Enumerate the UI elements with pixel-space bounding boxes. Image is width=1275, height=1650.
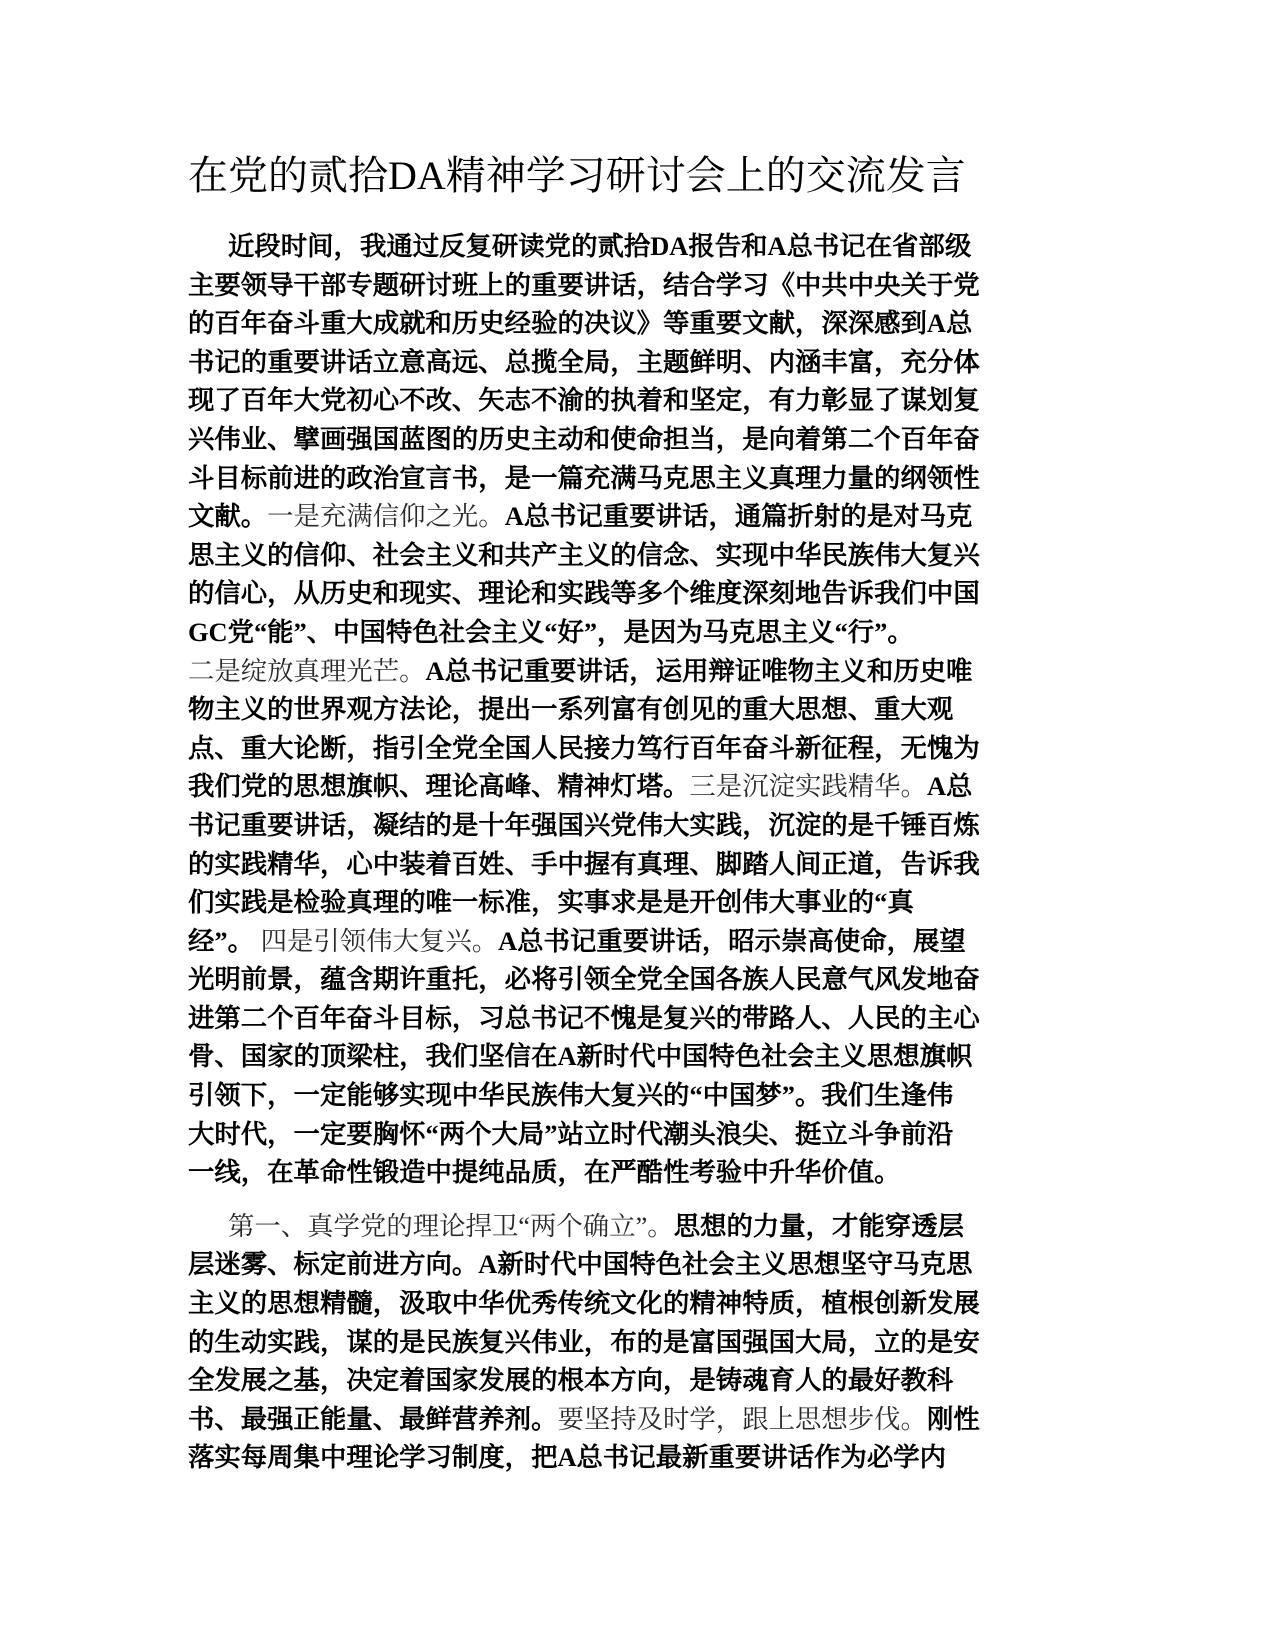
bold-text: A总书记重要讲话，运用辩证唯物主义和历史唯: [425, 655, 973, 686]
text-line: [188, 1323, 1078, 1362]
bold-text: 的百年奋斗重大成就和历史经验的决议》等重要文献，深深感到A总: [188, 308, 973, 339]
text-line: [188, 381, 1078, 420]
text-line: [188, 999, 1078, 1038]
bold-text: 落实每周集中理论学习制度，把A总书记最新重要讲话作为必学内: [188, 1442, 946, 1473]
bold-text: 引领下，一定能够实现中华民族伟大复兴的“中国梦”。我们生逢伟: [188, 1080, 954, 1111]
bold-text: A总书记重要讲话，昭示崇高使命，展望: [498, 925, 966, 956]
bold-text: 骨、国家的顶梁柱，我们坚信在A新时代中国特色社会主义思想旗帜: [188, 1041, 973, 1072]
text-line: [188, 1438, 1078, 1477]
bold-text: 刚性: [926, 1403, 980, 1434]
text-line: [188, 266, 1078, 305]
text-line: [188, 497, 1078, 536]
text-line: [188, 767, 1078, 806]
bold-text: 兴伟业、擘画强国蓝图的历史主动和使命担当，是向着第二个百年奋: [188, 423, 980, 454]
bold-text: 文献。: [188, 501, 268, 532]
text-line: [188, 729, 1078, 768]
text-line: [188, 845, 1078, 884]
bold-text: 们实践是检验真理的唯一标准，实事求是是开创伟大事业的“真: [188, 887, 914, 918]
regular-text: 第一、真学党的理论捍卫“两个确立”。: [228, 1210, 674, 1241]
bold-text: 一线，在革命性锻造中提纯品质，在严酷性考验中升华价值。: [188, 1157, 901, 1188]
text-line: [188, 883, 1078, 922]
text-line: [188, 1207, 1078, 1246]
text-line: [188, 574, 1078, 613]
bold-text: 的实践精华，心中装着百姓、手中握有真理、脚踏人间正道，告诉我: [188, 848, 980, 879]
bold-text: 斗目标前进的政治宣言书，是一篇充满马克思主义真理力量的纲领性: [188, 462, 980, 493]
text-line: [188, 613, 1078, 652]
paragraph-2: [188, 1207, 1078, 1477]
bold-text: 我们党的思想旗帜、理论高峰、精神灯塔。: [188, 771, 690, 802]
bold-text: 书、最强正能量、最鲜营养剂。: [188, 1403, 558, 1434]
bold-text: 点、重大论断，指引全党全国人民接力笃行百年奋斗新征程，无愧为: [188, 732, 980, 763]
bold-text: 现了百年大党初心不改、矢志不渝的执着和坚定，有力彰显了谋划复: [188, 385, 980, 416]
bold-text: GC党“能”、中国特色社会主义“好”，是因为马克思主义“行”。: [188, 616, 914, 647]
text-line: [188, 1037, 1078, 1076]
text-line: [188, 1076, 1078, 1115]
bold-text: 书记的重要讲话立意高远、总揽全局，主题鲜明、内涵丰富，充分体: [188, 346, 980, 377]
text-line: [188, 1245, 1078, 1284]
text-line: [188, 420, 1078, 459]
text-line: [188, 806, 1078, 845]
text-line: [188, 304, 1078, 343]
bold-text: 全发展之基，决定着国家发展的根本方向，是铸魂育人的最好教科: [188, 1365, 954, 1396]
text-line: [188, 1400, 1078, 1439]
bold-text: 思想的力量，才能穿透层: [673, 1210, 964, 1241]
bold-text: 近段时间，我通过反复研读党的贰拾DA报告和A总书记在省部级: [228, 231, 972, 261]
regular-text: 一是充满信仰之光。: [267, 501, 505, 532]
text-line: [188, 690, 1078, 729]
bold-text: 主要领导干部专题研讨班上的重要讲话，结合学习《中共中央关于党: [188, 269, 980, 300]
bold-text: 的生动实践，谋的是民族复兴伟业，布的是富国强国大局，立的是安: [188, 1326, 980, 1357]
bold-text: 的信心，从历史和现实、理论和实践等多个维度深刻地告诉我们中国: [188, 578, 980, 609]
text-line: [188, 652, 1078, 691]
text-line: [188, 536, 1078, 575]
document-body: [188, 227, 1078, 1477]
bold-text: 层迷雾、标定前进方向。A新时代中国特色社会主义思想坚守马克思: [188, 1249, 973, 1280]
bold-text: 物主义的世界观方法论，提出一系列富有创见的重大思想、重大观: [188, 694, 954, 725]
text-line: [188, 1153, 1078, 1192]
regular-text: 二是绽放真理光芒。: [188, 655, 426, 686]
bold-text: 进第二个百年奋斗目标，习总书记不愧是复兴的带路人、人民的主心: [188, 1002, 980, 1033]
bold-text: A总: [926, 771, 973, 802]
bold-text: 主义的思想精髓，汲取中华优秀传统文化的精神特质，植根创新发展: [188, 1288, 980, 1319]
regular-text: 要坚持及时学，跟上思想步伐。: [557, 1403, 927, 1434]
bold-text: A总书记重要讲话，通篇折射的是对马克: [504, 501, 973, 532]
bold-text: 光明前景，蕴含期许重托，必将引领全党全国各族人民意气风发地奋: [188, 964, 980, 995]
bold-text: 思主义的信仰、社会主义和共产主义的信念、实现中华民族伟大复兴: [188, 539, 980, 570]
bold-text: 经”。: [188, 925, 254, 956]
paragraph-1: [188, 227, 1078, 1192]
document-title: 在党的贰拾DA精神学习研讨会上的交流发言: [188, 153, 966, 198]
text-line: [188, 1115, 1078, 1154]
text-line: [188, 1284, 1078, 1323]
regular-text: 四是引领伟大复兴。: [253, 925, 499, 956]
regular-text: 三是沉淀实践精华。: [689, 771, 927, 802]
text-line: [188, 1361, 1078, 1400]
bold-text: 书记重要讲话，凝结的是十年强国兴党伟大实践，沉淀的是千锤百炼: [188, 809, 980, 840]
text-line: [188, 227, 1078, 266]
text-line: [188, 960, 1078, 999]
bold-text: 大时代，一定要胸怀“两个大局”站立时代潮头浪尖、挺立斗争前沿: [188, 1118, 954, 1149]
text-line: [188, 922, 1078, 961]
text-line: [188, 343, 1078, 382]
text-line: [188, 459, 1078, 498]
